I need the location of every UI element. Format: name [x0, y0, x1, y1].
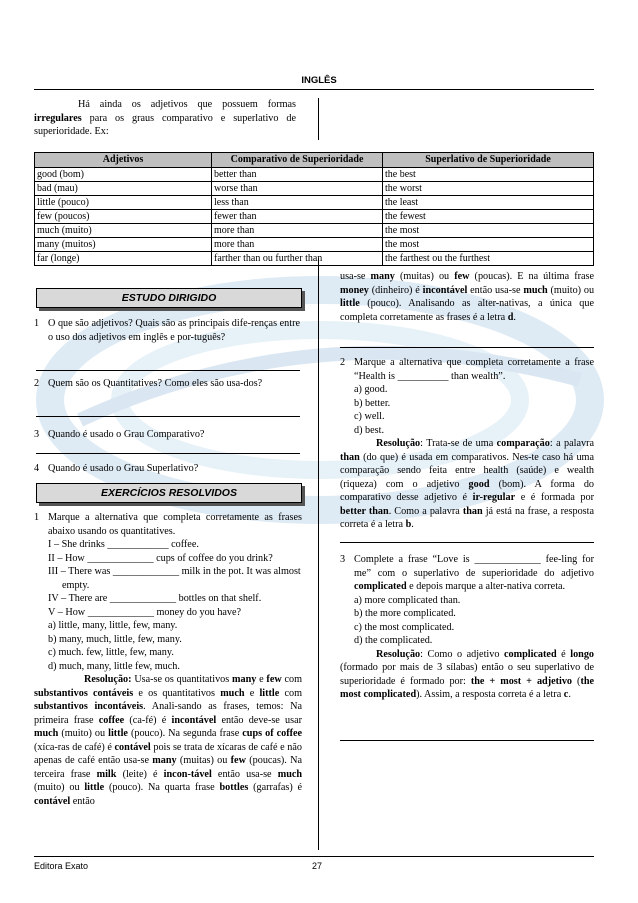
option: d) the complicated. — [354, 635, 433, 646]
option: a) good. — [354, 384, 388, 395]
table-row: little (pouco) less than the least — [35, 196, 594, 210]
intro-divider — [318, 98, 319, 140]
separator-line — [340, 542, 594, 543]
intro-paragraph: Há ainda os adjetivos que possuem formas irregulares para os graus comparativo e superlativo de superioridade. Ex: — [34, 99, 296, 137]
exercise-1: 1 Marque a alternativa que completa corretamente as frases abaixo usando os quantitatives. I – She drinks ____________ coffee. II – How _____________ cups of coffee do you drink? III – There was _____________ milk in the pot. It was almost empty. IV – There are _____________ bottles on that shelf. V – How _____________ money do you have? a) little, many, little, few, many. b) many, much, little, few, many. c) much. few, little, few, many. d) much, many, little few, much. Resolução: Usa-se os quantitativos many e few com substantivos contáveis e os quantitativos much e little com substantivos incontáveis. Anali-sando as frases, temos: Na primeira frase coffee (ca-fé) é incontável então deve-se usar much (muito) ou little (pouco). Na segunda frase cups of coffee (xíca-ras de café) é contável pois se trata de xícaras de café e não apenas de café então usa-se many (muitas) ou few (poucas). Na terceira frase milk (leite) é incon-tável então usa-se much (muito) ou little (pouco). Na quarta frase bottles (garrafas) é contável então — [34, 512, 303, 807]
table-row: few (poucos) fewer than the fewest — [35, 210, 594, 224]
exercicios-resolvidos-title: EXERCÍCIOS RESOLVIDOS — [36, 483, 302, 503]
table-header-superlativo: Superlativo de Superioridade — [383, 153, 594, 168]
option: d) best. — [354, 424, 384, 436]
option: c) well. — [354, 411, 385, 422]
option: d) much, many, little few, much. — [48, 660, 180, 672]
estudo-question-4: 4 Quando é usado o Grau Superlativo? — [34, 463, 199, 474]
option: b) the more complicated. — [354, 608, 456, 619]
resolution-2: Resolução: Trata-se de uma comparação: a palavra than (do que) é usada em comparativos. Nes-te caso há uma comparação sendo feita entre health (saúde) e wealth (riqueza) com o adjetivo good (bom). A forma do comparativo desse adjetivo é ir-regular e é formada por better than. Como a palavra than já está na frase, a resposta correta é a letra b. — [340, 438, 595, 530]
option: b) better. — [354, 397, 391, 409]
option: b) many, much, little, few, many. — [48, 633, 182, 645]
table-row: good (bom) better than the best — [35, 168, 594, 182]
option: c) much. few, little, few, many. — [48, 647, 174, 658]
table-row: many (muitos) more than the most — [35, 238, 594, 252]
table-header-adjetivos: Adjetivos — [35, 153, 212, 168]
answer-line — [36, 370, 300, 371]
irregular-adjectives-table — [34, 152, 594, 266]
estudo-question-1: 1 O que são adjetivos? Quais são as principais dife-renças entre o uso dos adjetivos em inglês e por-tuguês? — [34, 318, 300, 343]
resolution-1: Resolução: Usa-se os quantitativos many e few com substantivos contáveis e os quantitativos much e little com substantivos incontáveis. Anali-sando as frases, temos: Na primeira frase coffee (ca-fé) é incontável então deve-se usar much (muito) ou little (pouco). Na segunda frase cups of coffee (xíca-ras de café) é contável pois se trata de xícaras de café e não apenas de café então usa-se many (muitas) ou few (poucas). Na terceira frase milk (leite) é incon-tável então usa-se much (muito) ou little (pouco). Na quarta frase bottles (garrafas) é contável então — [34, 674, 303, 807]
table-row: far (longe) farther than ou further than the farthest ou the furthest — [35, 252, 594, 266]
estudo-question-3: 3 Quando é usado o Grau Comparativo? — [34, 429, 205, 440]
exercise-2: 2 Marque a alternativa que completa corretamente a frase “Health is __________ than wealth”. a) good. b) better. c) well. d) best. Resolução: Trata-se de uma comparação: a palavra than (do que) é usada em comparativos. Nes-te caso há uma comparação sendo feita entre health (saúde) e wealth (riqueza) com o adjetivo good (bom). A forma do comparativo desse adjetivo é ir-regular e é formada por better than. Como a palavra than já está na frase, a resposta correta é a letra b. — [340, 357, 595, 530]
estudo-dirigido-title: ESTUDO DIRIGIDO — [36, 288, 302, 308]
footer-page-number: 27 — [312, 861, 323, 871]
answer-line — [36, 416, 300, 417]
header-rule — [34, 89, 594, 90]
resolution-3: Resolução: Como o adjetivo complicated é longo (formado por mais de 3 sílabas) então o seu superlativo de superioridade é formado por: the + most + adjetivo (the most complicated). Assim, a resposta correta é a letra c. — [340, 648, 595, 700]
option: c) the most complicated. — [354, 621, 455, 633]
option: a) more complicated than. — [354, 594, 461, 606]
table-row: bad (mau) worse than the worst — [35, 182, 594, 196]
separator-line — [340, 740, 594, 741]
footer-publisher: Editora Exato — [34, 861, 89, 871]
table-row: much (muito) more than the most — [35, 224, 594, 238]
estudo-question-2: 2 Quem são os Quantitatives? Como eles são usa-dos? — [34, 378, 263, 389]
footer-rule — [34, 856, 594, 857]
page-header-subject: INGLÊS — [301, 75, 337, 86]
option: a) little, many, little, few, many. — [48, 620, 178, 631]
resolution-1-continued: usa-se many (muitas) ou few (poucas). E na última frase money (dinheiro) é incontável então usa-se much (muito) ou little (pouco). Analisando as alter-nativas, a única que completa corretamente as frases é a letra d. — [340, 271, 595, 323]
column-divider — [318, 258, 319, 850]
answer-line — [36, 453, 300, 454]
separator-line — [340, 347, 594, 348]
table-header-comparativo: Comparativo de Superioridade — [212, 153, 383, 168]
exercise-3: 3 Complete a frase “Love is _____________ fee-ling for me” com o superlativo de superioridade do adjetivo complicated e depois marque a alter-nativa correta. a) more complicated than. b) the more complicated. c) the most complicated. d) the complicated. Resolução: Como o adjetivo complicated é longo (formado por mais de 3 sílabas) então o seu superlativo de superioridade é formado por: the + most + adjetivo (the most complicated). Assim, a resposta correta é a letra c. — [340, 554, 595, 700]
